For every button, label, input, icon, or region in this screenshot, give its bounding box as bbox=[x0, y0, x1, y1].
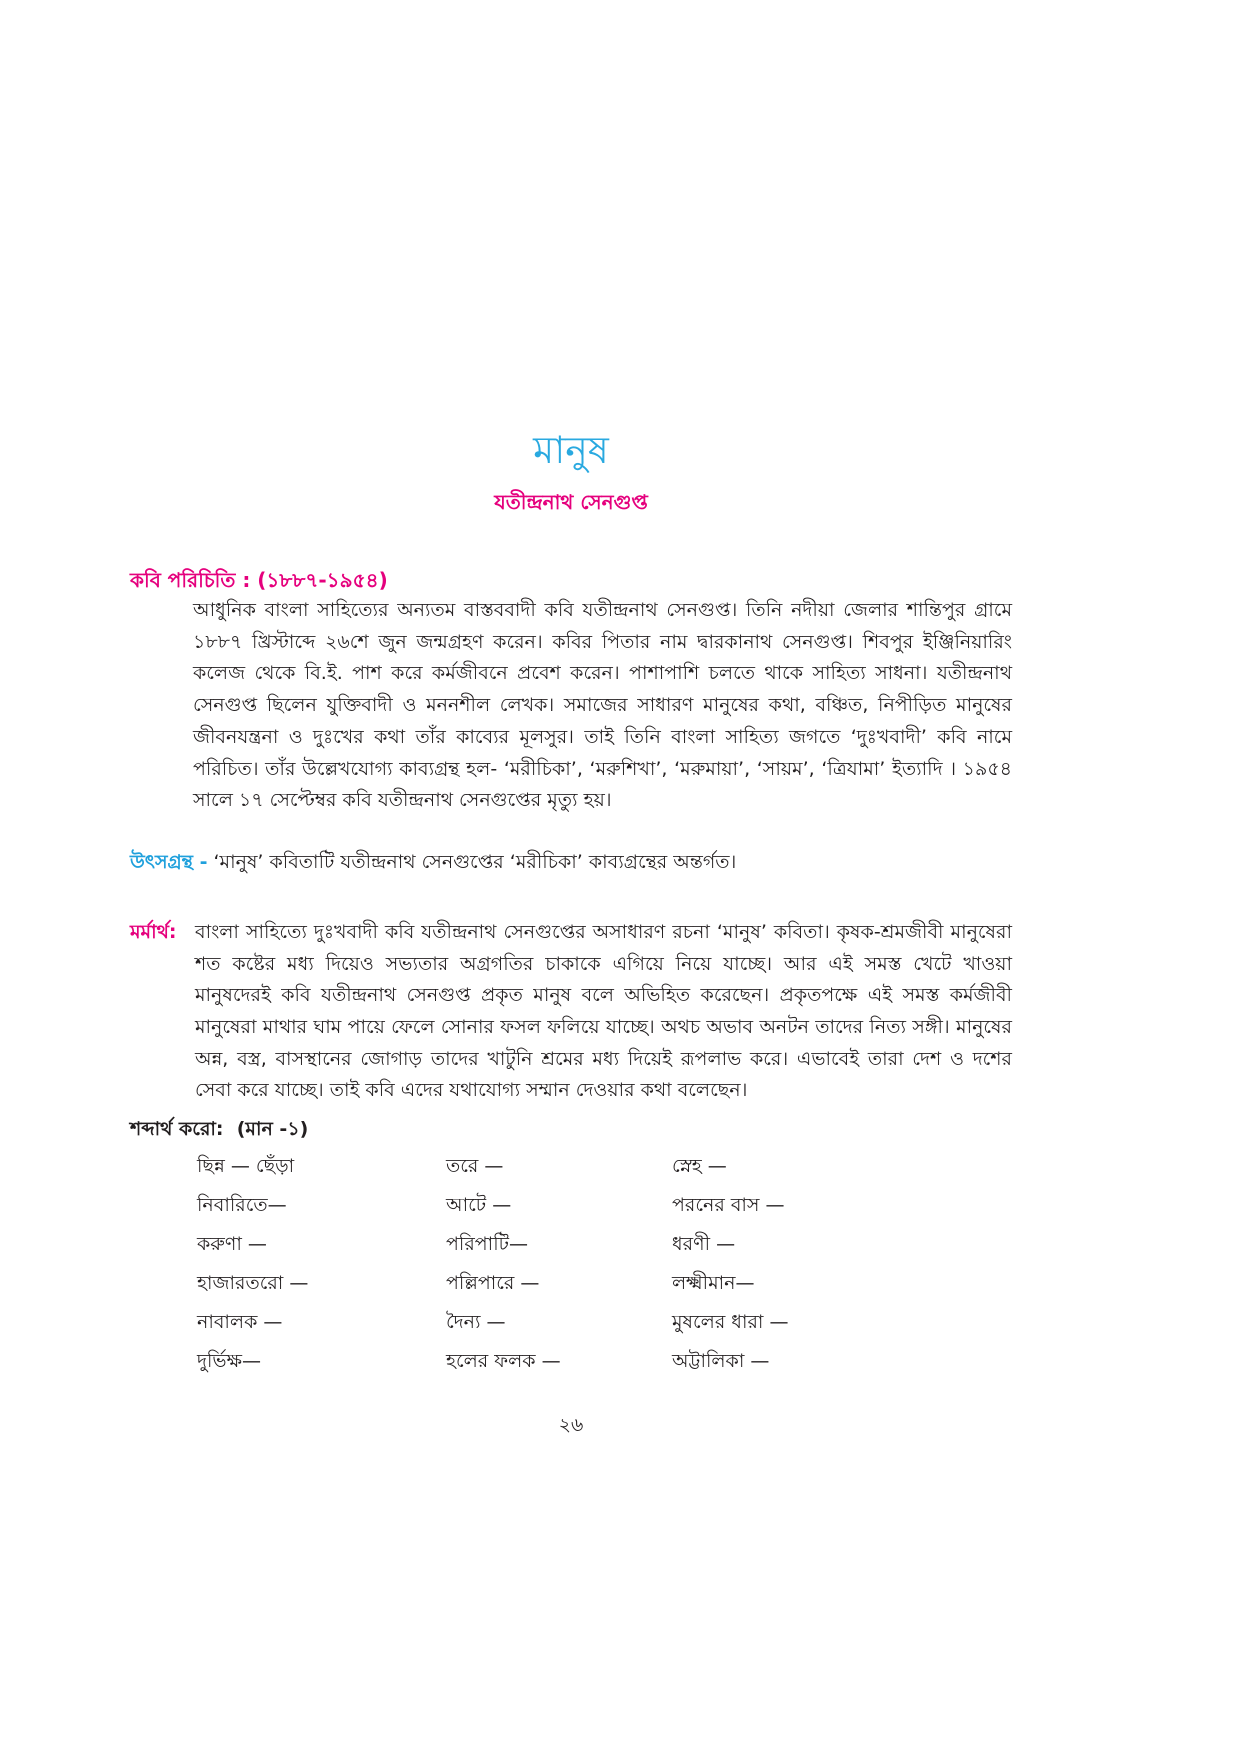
meaning-section bbox=[130, 917, 1012, 1107]
source-label: উৎসগ্রন্থ - bbox=[130, 850, 208, 873]
poem-title: মানুষ bbox=[533, 428, 609, 472]
source-text: ‘মানুষ’ কবিতাটি যতীন্দ্রনাথ সেনগুপ্তের ‘মরীচিকা’ কাব্যগ্রন্থের অন্তর্গত। bbox=[207, 850, 737, 873]
word-item: অট্টালিকা — bbox=[672, 1349, 770, 1372]
page-number: ২৬ bbox=[558, 1414, 584, 1437]
word-item: পরিপাটি— bbox=[446, 1232, 528, 1255]
source-line bbox=[130, 847, 1012, 877]
word-row bbox=[197, 1343, 1012, 1382]
word-item: হলের ফলক — bbox=[446, 1349, 561, 1372]
word-meanings-heading: শব্দার্থ করো: (মান -১) bbox=[130, 1118, 309, 1141]
word-row bbox=[197, 1226, 1012, 1265]
textbook-page bbox=[130, 424, 1012, 1440]
word-item: স্নেহ — bbox=[672, 1154, 727, 1177]
word-item: লক্ষ্মীমান— bbox=[672, 1271, 755, 1294]
word-item: পল্লিপারে — bbox=[446, 1271, 540, 1294]
word-meanings-grid bbox=[197, 1148, 1012, 1382]
poet-intro-text: আধুনিক বাংলা সাহিত্যের অন্যতম বাস্তববাদী কবি যতীন্দ্রনাথ সেনগুপ্ত। তিনি নদীয়া জেলার শান্তিপুর গ্রামে ১৮৮৭ খ্রিস্টাব্দে ২৬শে জুন জন্মগ্রহণ করেন। কবির পিতার নাম দ্বারকানাথ সেনগুপ্ত। শিবপুর ইঞ্জিনিয়ারিং কলেজ থেকে বি.ই. পাশ করে কর্মজীবনে প্রবেশ করেন। পাশাপাশি চলতে থাকে সাহিত্য সাধনা। যতীন্দ্রনাথ সেনগুপ্ত ছিলেন যুক্তিবাদী ও মননশীল লেখক। সমাজের সাধারণ মানুষের কথা, বঞ্চিত, নিপীড়িত মানুষের জীবনযন্ত্রনা ও দুঃখের কথা তাঁর কাব্যের মূলসুর। তাই তিনি বাংলা সাহিত্য জগতে ‘দুঃখবাদী’ কবি নামে পরিচিত। তাঁর উল্লেখযোগ্য কাব্যগ্রন্থ হল- ‘মরীচিকা’, ‘মরুশিখা’, ‘মরুমায়া’, ‘সায়ম’, ‘ত্রিযামা’ ইত্যাদি । ১৯৫৪ সালে ১৭ সেপ্টেম্বর কবি যতীন্দ্রনাথ সেনগুপ্তের মৃত্যু হয়। bbox=[193, 599, 1012, 812]
word-item: করুণা — bbox=[197, 1232, 267, 1255]
word-item: তরে — bbox=[446, 1154, 504, 1177]
word-item: দৈন্য — bbox=[446, 1310, 506, 1333]
word-row bbox=[197, 1187, 1012, 1226]
word-item: আটে — bbox=[446, 1193, 512, 1216]
word-item: মুষলের ধারা — bbox=[672, 1310, 789, 1333]
word-row bbox=[197, 1148, 1012, 1187]
meaning-label: মর্মার্থ: bbox=[130, 920, 177, 943]
word-item: নিবারিতে— bbox=[197, 1193, 287, 1216]
poem-author: যতীন্দ্রনাথ সেনগুপ্ত bbox=[494, 490, 648, 514]
meaning-text: বাংলা সাহিত্যে দুঃখবাদী কবি যতীন্দ্রনাথ সেনগুপ্তের অসাধারণ রচনা ‘মানুষ’ কবিতা। কৃষক-শ্রমজীবী মানুষেরা শত কষ্টের মধ্য দিয়েও সভ্যতার অগ্রগতির চাকাকে এগিয়ে নিয়ে যাচ্ছে। আর এই সমস্ত খেটে খাওয়া মানুষদেরই কবি যতীন্দ্রনাথ সেনগুপ্ত প্রকৃত মানুষ বলে অভিহিত করেছেন। প্রকৃতপক্ষে এই সমস্ত কর্মজীবী মানুষেরা মাথার ঘাম পায়ে ফেলে সোনার ফসল ফলিয়ে যাচ্ছে। অথচ অভাব অনটন তাদের নিত্য সঙ্গী। মানুষের অন্ন, বস্ত্র, বাসস্থানের জোগাড় তাদের খাটুনি শ্রমের মধ্য দিয়েই রূপলাভ করে। এভাবেই তারা দেশ ও দশের সেবা করে যাচ্ছে। তাই কবি এদের যথাযোগ্য সম্মান দেওয়ার কথা বলেছেন। bbox=[195, 920, 1012, 1102]
word-item: পরনের বাস — bbox=[672, 1193, 785, 1216]
word-item: নাবালক — bbox=[197, 1310, 283, 1333]
word-row bbox=[197, 1304, 1012, 1343]
word-item: ধরণী — bbox=[672, 1232, 736, 1255]
poet-intro-heading: কবি পরিচিতি : (১৮৮৭-১৯৫৪) bbox=[130, 568, 388, 592]
word-row bbox=[197, 1265, 1012, 1304]
word-item: দুর্ভিক্ষ— bbox=[197, 1349, 261, 1372]
word-item: ছিন্ন — ছেঁড়া bbox=[197, 1154, 295, 1177]
word-item: হাজারতরো — bbox=[197, 1271, 309, 1294]
